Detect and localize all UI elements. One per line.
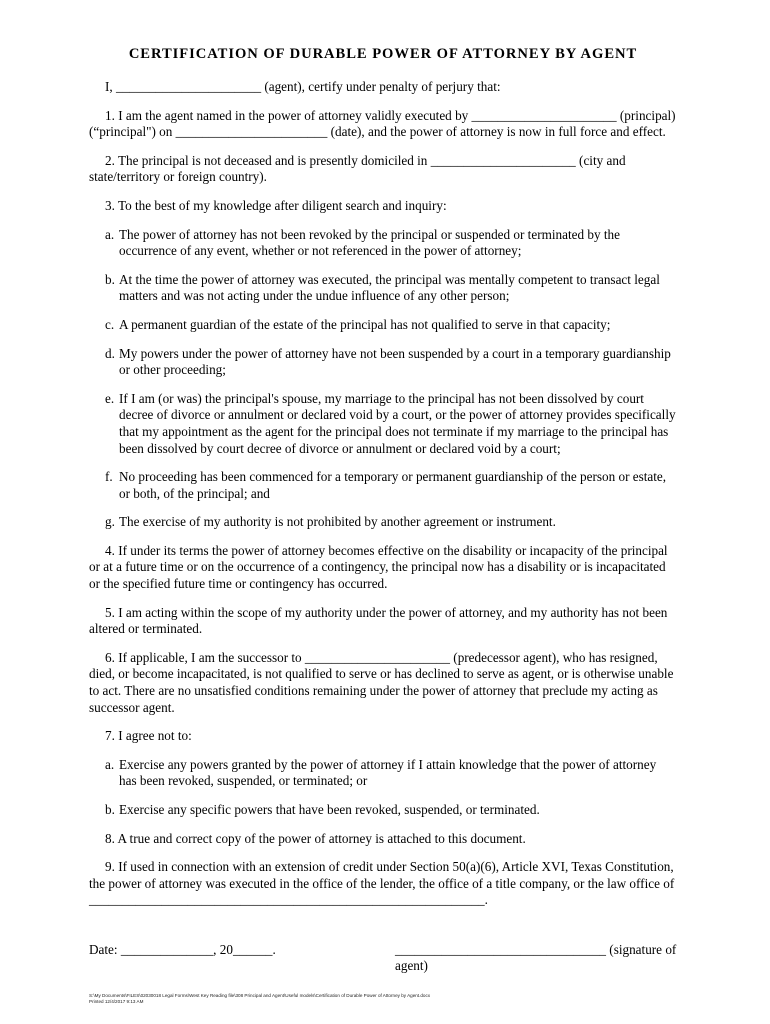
paragraph-4: 4. If under its terms the power of attorney becomes effective on the disability or incapacity of the principal or at a future time or on the occurrence of a contingency, the principal now has a disability or is incapacitated or the specified future time or contingency has occurred. (89, 542, 668, 592)
paragraph-9: 9. If used in connection with an extension of credit under Section 50(a)(6), Article XVI, Texas Constitution, the power of attorney was executed in the office of the lender, the office of a title company, or the law office of ____________________________________________________________. (89, 859, 675, 908)
date-line: Date: ______________, 20______. (89, 942, 276, 957)
list-item-label: e. (105, 390, 115, 406)
list-item-label: b. (105, 271, 115, 287)
list-item-text: At the time the power of attorney was executed, the principal was mentally competent to transact legal matters and was not acting under the undue influence of any other person; (119, 271, 660, 304)
list-item-label: f. (105, 469, 113, 485)
list-item-label: b. (105, 802, 115, 817)
list-item-label: d. (105, 345, 115, 361)
paragraph-6: 6. If applicable, I am the successor to ______________________ (predecessor agent), who has resigned, died, or become incapacitated, is not qualified to serve or has declined to serve as agent, or is otherwise unable to act. There are no unsatisfied conditions remaining under the power of attorney that preclude my acting as successor agent. (89, 649, 674, 715)
paragraph-3: 3. To the best of my knowledge after diligent search and inquiry: (105, 197, 447, 213)
paragraph-3-list (89, 227, 677, 531)
footer-printed-date: Printed 12/4/2017 9:13 AM (89, 999, 144, 1004)
document-footer (89, 993, 430, 1005)
paragraph-7: 7. I agree not to: (105, 728, 192, 744)
list-item-text: Exercise any specific powers that have been revoked, suspended, or terminated. (119, 802, 540, 817)
list-item (89, 317, 677, 334)
document-title: CERTIFICATION OF DURABLE POWER OF ATTORNEY BY AGENT (128, 46, 638, 62)
list-item-text: If I am (or was) the principal's spouse, my marriage to the principal has not been dissolved by court decree of divorce or annulment or declared void by a court, or the power of attorney provides specifically that my appointment as the agent for the principal does not terminate if my marriage to the principal has been dissolved by court decree of divorce or annulment or declared void by a court; (119, 390, 676, 456)
paragraph-7-list (89, 757, 677, 819)
list-item (89, 391, 677, 457)
document-body (89, 79, 677, 921)
list-item (89, 346, 677, 379)
paragraph-8: 8. A true and correct copy of the power of attorney is attached to this document. (105, 830, 526, 846)
list-item-label: a. (105, 756, 115, 772)
footer-file-path: S:\My Documents\FILES\02030018 Legal Forms\West Key Reading file\308 Principal and Agent\Useful models\Certification of Durable Power of Attorney by Agent.docx (89, 993, 431, 998)
signature-line: ________________________________ (signature of agent) (395, 942, 677, 973)
paragraph-5: 5. I am acting within the scope of my authority under the power of attorney, and my authority has not been altered or terminated. (89, 604, 668, 637)
paragraph-1: 1. I am the agent named in the power of attorney validly executed by ______________________ (principal) (“principal") on _______________________ (date), and the power of attorney is now in full force and effect. (89, 107, 676, 140)
paragraph-2: 2. The principal is not deceased and is presently domiciled in ______________________ (city and state/territory or foreign country). (89, 152, 626, 185)
list-item-text: The power of attorney has not been revoked by the principal or suspended or terminated by the occurrence of any event, whether or not referenced in the power of attorney; (119, 226, 620, 259)
list-item-label: c. (105, 316, 115, 332)
list-item (89, 757, 677, 790)
list-item (89, 272, 677, 305)
list-item-text: Exercise any powers granted by the power of attorney if I attain knowledge that the power of attorney has been revoked, suspended, or terminated; or (119, 756, 657, 789)
list-item-text: A permanent guardian of the estate of the principal has not qualified to serve in that capacity; (119, 316, 611, 332)
list-item (89, 802, 677, 819)
list-item (89, 469, 677, 502)
list-item-text: The exercise of my authority is not prohibited by another agreement or instrument. (119, 514, 556, 530)
list-item-text: No proceeding has been commenced for a temporary or permanent guardianship of the person or estate, or both, of the principal; and (119, 469, 667, 501)
list-item-text: My powers under the power of attorney have not been suspended by a court in a temporary guardianship or other proceeding; (119, 345, 671, 378)
list-item-label: g. (105, 514, 115, 530)
list-item-label: a. (105, 226, 115, 242)
list-item (89, 514, 677, 531)
intro-paragraph: I, ______________________ (agent), certify under penalty of perjury that: (105, 79, 501, 94)
list-item (89, 227, 677, 260)
